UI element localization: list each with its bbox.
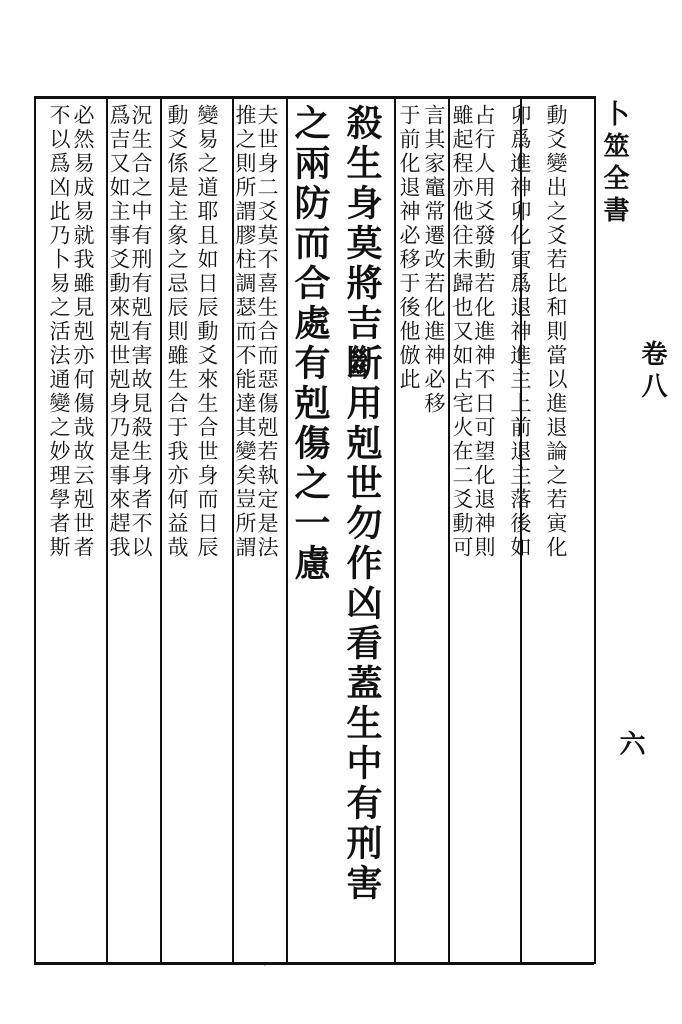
text-column: 夫世身二爻莫不喜生合而惡傷剋若執定是法 <box>255 104 279 560</box>
heading-column: 之兩防而合處有剋傷之一慮 <box>289 104 331 584</box>
text-column: 雖起程亦他往未歸也又如占宅火在二爻動可 <box>450 104 474 560</box>
margin-chapter: 卷八 <box>637 340 667 404</box>
column-rule <box>394 96 396 964</box>
text-column: 爲吉又如主事爻動來剋世剋身乃是事來趕我 <box>107 104 131 560</box>
text-column: 推之則所謂膠柱調瑟而不能達其變矣豈所謂 <box>233 104 257 560</box>
text-column: 變易之道耶且如日辰動爻來生合世身而日辰 <box>195 104 219 560</box>
text-column: 動爻係是主象之忌辰則雖生合于我亦何益哉 <box>165 104 189 560</box>
text-column: 動爻變出之爻若比和則當以進退論之若寅化 <box>544 104 568 560</box>
column-rule <box>34 96 36 964</box>
footer-mark: · <box>263 958 267 972</box>
column-rule <box>286 96 288 964</box>
margin-book-title: 卜筮全書 <box>599 100 629 228</box>
text-column: 不以爲凶此乃卜易之活法通變之妙理學者斯 <box>47 104 71 560</box>
heading-column: 殺生身莫將吉斷用剋世勿作凶看蓋生中有刑害 <box>341 104 383 904</box>
text-column: 必然易成易就我雖見剋亦何傷哉故云剋世者 <box>71 104 95 560</box>
text-column: 況生合之中有刑有剋有害故見殺生身者不以 <box>129 104 153 560</box>
text-column: 占行人用爻發動若化進神不日可望化退神則 <box>472 104 496 560</box>
bottom-border <box>34 962 594 965</box>
text-column: 于前化退神必移于後他倣此 <box>397 104 421 392</box>
margin-page-number: 六 <box>615 730 645 756</box>
column-rule <box>160 96 162 964</box>
top-border <box>34 96 594 99</box>
text-column: 言其家竈常遷改若化進神必移 <box>422 104 446 416</box>
text-column: 卯爲進神卯化寅爲退神進主上前退主落後如 <box>508 104 532 560</box>
